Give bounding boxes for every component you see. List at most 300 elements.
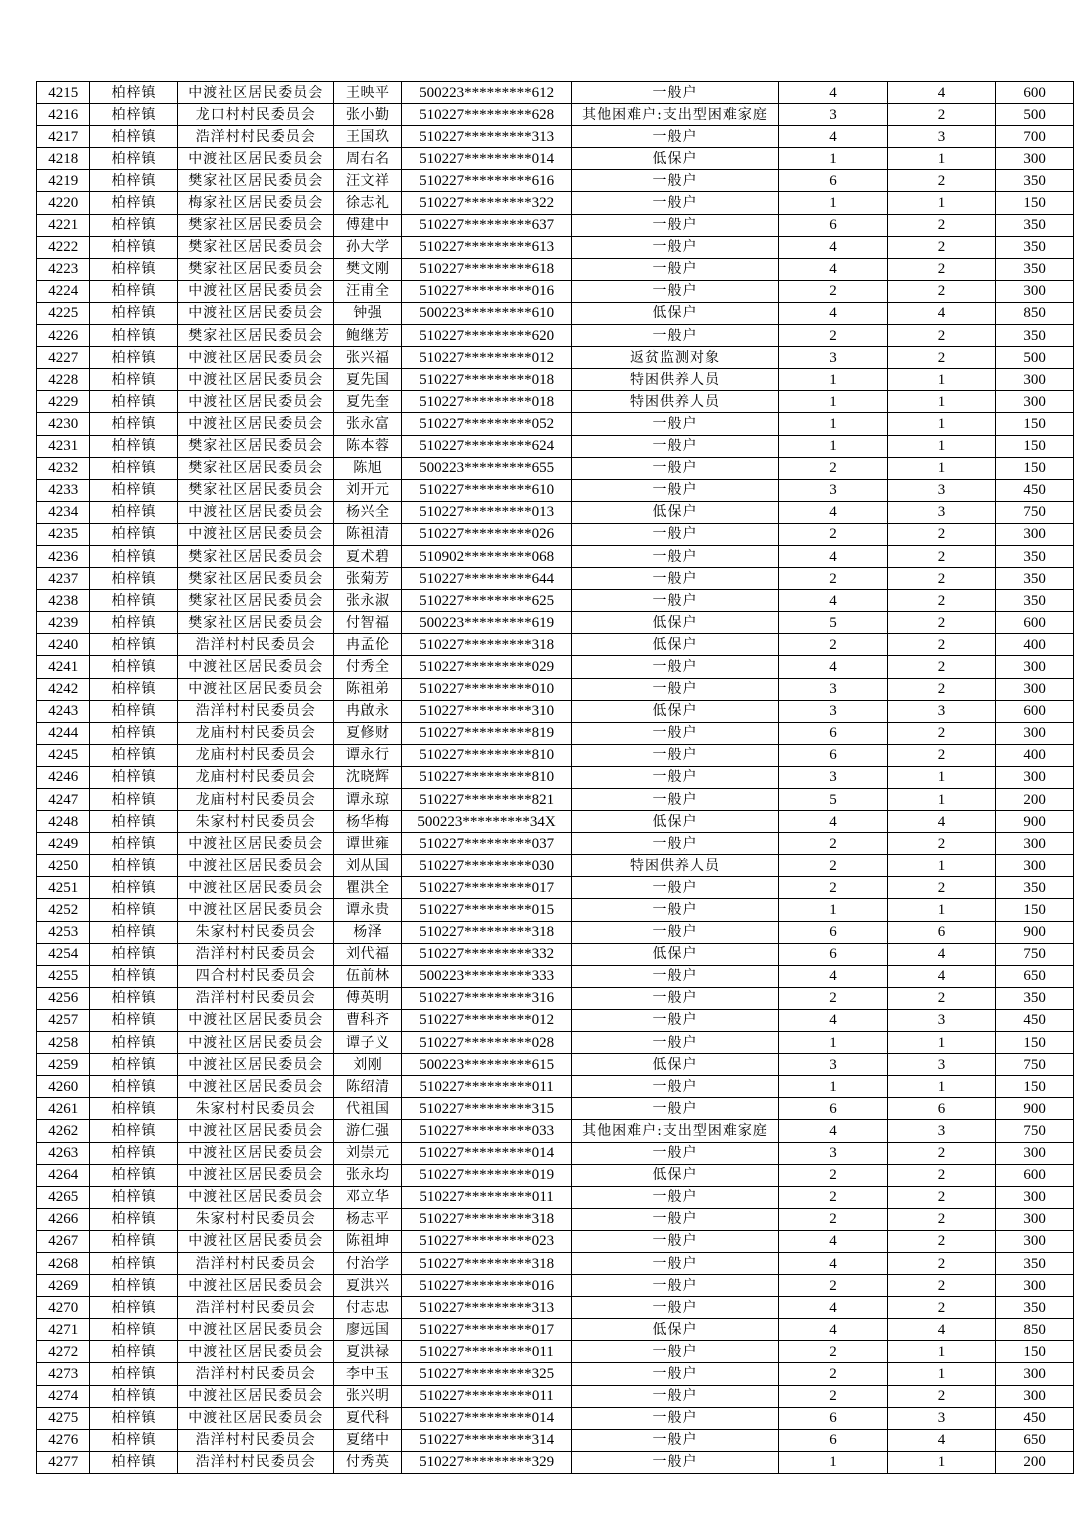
name-cell: 傅英明: [334, 987, 402, 1009]
table-row: [37, 479, 1074, 501]
category-cell: 一般户: [571, 1363, 779, 1385]
household-table: [36, 81, 1074, 1474]
id-cell: 510227*********624: [402, 435, 571, 457]
committee-cell: 樊家社区居民委员会: [178, 325, 334, 347]
name-cell: 杨志平: [334, 1208, 402, 1230]
covered-count-cell: 4: [887, 1319, 996, 1341]
household-size-cell: 6: [779, 943, 888, 965]
covered-count-cell: 2: [887, 280, 996, 302]
household-size-cell: 4: [779, 656, 888, 678]
table-row: [37, 391, 1074, 413]
committee-cell: 浩洋村村民委员会: [178, 943, 334, 965]
amount-cell: 350: [996, 1297, 1074, 1319]
town-cell: 柏梓镇: [90, 568, 178, 590]
household-size-cell: 3: [779, 1142, 888, 1164]
covered-count-cell: 3: [887, 1009, 996, 1031]
id-cell: 510227*********315: [402, 1098, 571, 1120]
committee-cell: 中渡社区居民委员会: [178, 1009, 334, 1031]
id-cell: 510227*********322: [402, 192, 571, 214]
name-cell: 谭子义: [334, 1032, 402, 1054]
seq-cell: 4260: [37, 1076, 90, 1098]
table-row: [37, 1319, 1074, 1341]
household-size-cell: 4: [779, 1319, 888, 1341]
committee-cell: 中渡社区居民委员会: [178, 1186, 334, 1208]
committee-cell: 朱家村村民委员会: [178, 1098, 334, 1120]
amount-cell: 350: [996, 236, 1074, 258]
id-cell: 510902*********068: [402, 545, 571, 567]
category-cell: 一般户: [571, 523, 779, 545]
id-cell: 510227*********029: [402, 656, 571, 678]
household-size-cell: 4: [779, 82, 888, 104]
seq-cell: 4265: [37, 1186, 90, 1208]
table-row: [37, 1341, 1074, 1363]
household-size-cell: 2: [779, 877, 888, 899]
category-cell: 一般户: [571, 1297, 779, 1319]
town-cell: 柏梓镇: [90, 1032, 178, 1054]
committee-cell: 樊家社区居民委员会: [178, 236, 334, 258]
category-cell: 特困供养人员: [571, 369, 779, 391]
seq-cell: 4216: [37, 104, 90, 126]
amount-cell: 500: [996, 347, 1074, 369]
amount-cell: 350: [996, 325, 1074, 347]
name-cell: 陈旭: [334, 457, 402, 479]
amount-cell: 350: [996, 877, 1074, 899]
committee-cell: 龙庙村村民委员会: [178, 789, 334, 811]
town-cell: 柏梓镇: [90, 435, 178, 457]
category-cell: 一般户: [571, 744, 779, 766]
committee-cell: 樊家社区居民委员会: [178, 170, 334, 192]
id-cell: 510227*********318: [402, 1208, 571, 1230]
town-cell: 柏梓镇: [90, 722, 178, 744]
category-cell: 一般户: [571, 1341, 779, 1363]
table-row: [37, 943, 1074, 965]
id-cell: 510227*********610: [402, 479, 571, 501]
town-cell: 柏梓镇: [90, 1120, 178, 1142]
household-size-cell: 2: [779, 1186, 888, 1208]
id-cell: 510227*********013: [402, 501, 571, 523]
table-row: [37, 1054, 1074, 1076]
table-row: [37, 501, 1074, 523]
name-cell: 付治学: [334, 1252, 402, 1274]
town-cell: 柏梓镇: [90, 369, 178, 391]
town-cell: 柏梓镇: [90, 391, 178, 413]
amount-cell: 300: [996, 391, 1074, 413]
town-cell: 柏梓镇: [90, 1098, 178, 1120]
town-cell: 柏梓镇: [90, 833, 178, 855]
covered-count-cell: 1: [887, 1363, 996, 1385]
table-row: [37, 1297, 1074, 1319]
table-row: [37, 82, 1074, 104]
name-cell: 夏先国: [334, 369, 402, 391]
category-cell: 一般户: [571, 545, 779, 567]
category-cell: 一般户: [571, 833, 779, 855]
committee-cell: 朱家村村民委员会: [178, 811, 334, 833]
covered-count-cell: 1: [887, 435, 996, 457]
household-size-cell: 5: [779, 789, 888, 811]
town-cell: 柏梓镇: [90, 1385, 178, 1407]
household-size-cell: 6: [779, 744, 888, 766]
amount-cell: 350: [996, 568, 1074, 590]
amount-cell: 300: [996, 766, 1074, 788]
seq-cell: 4270: [37, 1297, 90, 1319]
amount-cell: 650: [996, 965, 1074, 987]
table-row: [37, 1407, 1074, 1429]
id-cell: 510227*********014: [402, 1407, 571, 1429]
seq-cell: 4221: [37, 214, 90, 236]
seq-cell: 4227: [37, 347, 90, 369]
household-size-cell: 3: [779, 479, 888, 501]
town-cell: 柏梓镇: [90, 214, 178, 236]
covered-count-cell: 1: [887, 1076, 996, 1098]
table-row: [37, 811, 1074, 833]
table-row: [37, 700, 1074, 722]
category-cell: 一般户: [571, 766, 779, 788]
table-row: [37, 280, 1074, 302]
name-cell: 汪甫全: [334, 280, 402, 302]
town-cell: 柏梓镇: [90, 258, 178, 280]
amount-cell: 850: [996, 302, 1074, 324]
name-cell: 夏洪禄: [334, 1341, 402, 1363]
category-cell: 其他困难户:支出型困难家庭: [571, 1120, 779, 1142]
name-cell: 傅建中: [334, 214, 402, 236]
id-cell: 510227*********332: [402, 943, 571, 965]
category-cell: 一般户: [571, 479, 779, 501]
seq-cell: 4247: [37, 789, 90, 811]
town-cell: 柏梓镇: [90, 700, 178, 722]
covered-count-cell: 4: [887, 943, 996, 965]
seq-cell: 4224: [37, 280, 90, 302]
seq-cell: 4248: [37, 811, 90, 833]
name-cell: 沈晓辉: [334, 766, 402, 788]
town-cell: 柏梓镇: [90, 126, 178, 148]
category-cell: 低保户: [571, 700, 779, 722]
seq-cell: 4246: [37, 766, 90, 788]
household-size-cell: 2: [779, 1275, 888, 1297]
seq-cell: 4243: [37, 700, 90, 722]
category-cell: 低保户: [571, 1054, 779, 1076]
table-row: [37, 523, 1074, 545]
covered-count-cell: 3: [887, 1407, 996, 1429]
amount-cell: 300: [996, 656, 1074, 678]
committee-cell: 樊家社区居民委员会: [178, 479, 334, 501]
table-row: [37, 1164, 1074, 1186]
amount-cell: 750: [996, 1054, 1074, 1076]
household-size-cell: 2: [779, 1385, 888, 1407]
amount-cell: 300: [996, 148, 1074, 170]
table-row: [37, 1208, 1074, 1230]
amount-cell: 300: [996, 833, 1074, 855]
id-cell: 510227*********052: [402, 413, 571, 435]
household-size-cell: 2: [779, 1341, 888, 1363]
household-size-cell: 4: [779, 1297, 888, 1319]
town-cell: 柏梓镇: [90, 479, 178, 501]
amount-cell: 300: [996, 523, 1074, 545]
id-cell: 510227*********644: [402, 568, 571, 590]
committee-cell: 中渡社区居民委员会: [178, 1164, 334, 1186]
covered-count-cell: 1: [887, 369, 996, 391]
id-cell: 510227*********628: [402, 104, 571, 126]
committee-cell: 浩洋村村民委员会: [178, 700, 334, 722]
name-cell: 陈祖坤: [334, 1230, 402, 1252]
household-size-cell: 4: [779, 590, 888, 612]
name-cell: 张永均: [334, 1164, 402, 1186]
seq-cell: 4269: [37, 1275, 90, 1297]
covered-count-cell: 2: [887, 1252, 996, 1274]
name-cell: 刘从国: [334, 855, 402, 877]
household-size-cell: 1: [779, 192, 888, 214]
id-cell: 510227*********030: [402, 855, 571, 877]
table-row: [37, 1230, 1074, 1252]
seq-cell: 4276: [37, 1429, 90, 1451]
seq-cell: 4263: [37, 1142, 90, 1164]
committee-cell: 中渡社区居民委员会: [178, 1230, 334, 1252]
household-size-cell: 2: [779, 855, 888, 877]
amount-cell: 650: [996, 1429, 1074, 1451]
seq-cell: 4259: [37, 1054, 90, 1076]
category-cell: 一般户: [571, 126, 779, 148]
table-row: [37, 1032, 1074, 1054]
amount-cell: 600: [996, 82, 1074, 104]
category-cell: 低保户: [571, 501, 779, 523]
category-cell: 一般户: [571, 457, 779, 479]
name-cell: 周右名: [334, 148, 402, 170]
category-cell: 一般户: [571, 965, 779, 987]
town-cell: 柏梓镇: [90, 1186, 178, 1208]
table-row: [37, 214, 1074, 236]
household-size-cell: 2: [779, 325, 888, 347]
category-cell: 一般户: [571, 722, 779, 744]
household-size-cell: 4: [779, 811, 888, 833]
seq-cell: 4273: [37, 1363, 90, 1385]
table-row: [37, 833, 1074, 855]
household-size-cell: 2: [779, 568, 888, 590]
covered-count-cell: 2: [887, 1385, 996, 1407]
seq-cell: 4237: [37, 568, 90, 590]
town-cell: 柏梓镇: [90, 1164, 178, 1186]
name-cell: 刘刚: [334, 1054, 402, 1076]
committee-cell: 梅家社区居民委员会: [178, 192, 334, 214]
id-cell: 510227*********026: [402, 523, 571, 545]
id-cell: 510227*********637: [402, 214, 571, 236]
amount-cell: 200: [996, 789, 1074, 811]
id-cell: 510227*********329: [402, 1451, 571, 1473]
id-cell: 510227*********810: [402, 744, 571, 766]
name-cell: 陈绍清: [334, 1076, 402, 1098]
amount-cell: 350: [996, 987, 1074, 1009]
table-row: [37, 965, 1074, 987]
town-cell: 柏梓镇: [90, 1208, 178, 1230]
amount-cell: 850: [996, 1319, 1074, 1341]
covered-count-cell: 2: [887, 545, 996, 567]
amount-cell: 750: [996, 1120, 1074, 1142]
household-size-cell: 1: [779, 1451, 888, 1473]
table-row: [37, 656, 1074, 678]
town-cell: 柏梓镇: [90, 82, 178, 104]
name-cell: 夏代科: [334, 1407, 402, 1429]
household-size-cell: 5: [779, 612, 888, 634]
id-cell: 510227*********821: [402, 789, 571, 811]
amount-cell: 300: [996, 678, 1074, 700]
covered-count-cell: 2: [887, 104, 996, 126]
category-cell: 一般户: [571, 435, 779, 457]
seq-cell: 4233: [37, 479, 90, 501]
covered-count-cell: 3: [887, 1120, 996, 1142]
category-cell: 一般户: [571, 987, 779, 1009]
table-row: [37, 1363, 1074, 1385]
table-row: [37, 590, 1074, 612]
seq-cell: 4245: [37, 744, 90, 766]
name-cell: 夏先奎: [334, 391, 402, 413]
table-row: [37, 1186, 1074, 1208]
town-cell: 柏梓镇: [90, 899, 178, 921]
table-row: [37, 921, 1074, 943]
id-cell: 500223*********34X: [402, 811, 571, 833]
category-cell: 一般户: [571, 1076, 779, 1098]
town-cell: 柏梓镇: [90, 1275, 178, 1297]
amount-cell: 300: [996, 722, 1074, 744]
name-cell: 陈祖弟: [334, 678, 402, 700]
covered-count-cell: 3: [887, 501, 996, 523]
id-cell: 510227*********316: [402, 987, 571, 1009]
committee-cell: 中渡社区居民委员会: [178, 1341, 334, 1363]
id-cell: 510227*********310: [402, 700, 571, 722]
town-cell: 柏梓镇: [90, 1407, 178, 1429]
table-row: [37, 877, 1074, 899]
name-cell: 樊文刚: [334, 258, 402, 280]
town-cell: 柏梓镇: [90, 1230, 178, 1252]
seq-cell: 4251: [37, 877, 90, 899]
covered-count-cell: 1: [887, 1451, 996, 1473]
name-cell: 夏绪中: [334, 1429, 402, 1451]
covered-count-cell: 2: [887, 656, 996, 678]
category-cell: 返贫监测对象: [571, 347, 779, 369]
category-cell: 一般户: [571, 678, 779, 700]
category-cell: 一般户: [571, 1186, 779, 1208]
amount-cell: 350: [996, 1252, 1074, 1274]
table-row: [37, 413, 1074, 435]
household-size-cell: 4: [779, 545, 888, 567]
name-cell: 张兴福: [334, 347, 402, 369]
category-cell: 低保户: [571, 634, 779, 656]
committee-cell: 中渡社区居民委员会: [178, 523, 334, 545]
covered-count-cell: 2: [887, 833, 996, 855]
town-cell: 柏梓镇: [90, 789, 178, 811]
covered-count-cell: 2: [887, 1164, 996, 1186]
id-cell: 500223*********619: [402, 612, 571, 634]
id-cell: 510227*********314: [402, 1429, 571, 1451]
category-cell: 低保户: [571, 148, 779, 170]
table-row: [37, 148, 1074, 170]
category-cell: 一般户: [571, 258, 779, 280]
household-size-cell: 3: [779, 104, 888, 126]
name-cell: 夏洪兴: [334, 1275, 402, 1297]
covered-count-cell: 4: [887, 82, 996, 104]
household-size-cell: 1: [779, 391, 888, 413]
id-cell: 510227*********037: [402, 833, 571, 855]
amount-cell: 300: [996, 1208, 1074, 1230]
household-size-cell: 6: [779, 1429, 888, 1451]
covered-count-cell: 4: [887, 1429, 996, 1451]
id-cell: 510227*********620: [402, 325, 571, 347]
amount-cell: 450: [996, 479, 1074, 501]
covered-count-cell: 3: [887, 700, 996, 722]
covered-count-cell: 2: [887, 1275, 996, 1297]
covered-count-cell: 2: [887, 170, 996, 192]
household-size-cell: 2: [779, 634, 888, 656]
category-cell: 一般户: [571, 1009, 779, 1031]
amount-cell: 700: [996, 126, 1074, 148]
id-cell: 510227*********313: [402, 1297, 571, 1319]
name-cell: 杨华梅: [334, 811, 402, 833]
household-size-cell: 4: [779, 1230, 888, 1252]
household-size-cell: 2: [779, 523, 888, 545]
committee-cell: 龙庙村村民委员会: [178, 766, 334, 788]
amount-cell: 150: [996, 457, 1074, 479]
town-cell: 柏梓镇: [90, 744, 178, 766]
seq-cell: 4262: [37, 1120, 90, 1142]
household-size-cell: 4: [779, 1120, 888, 1142]
id-cell: 510227*********011: [402, 1076, 571, 1098]
id-cell: 500223*********655: [402, 457, 571, 479]
id-cell: 510227*********819: [402, 722, 571, 744]
town-cell: 柏梓镇: [90, 501, 178, 523]
committee-cell: 中渡社区居民委员会: [178, 413, 334, 435]
seq-cell: 4241: [37, 656, 90, 678]
table-row: [37, 678, 1074, 700]
category-cell: 特困供养人员: [571, 855, 779, 877]
committee-cell: 浩洋村村民委员会: [178, 1252, 334, 1274]
seq-cell: 4232: [37, 457, 90, 479]
committee-cell: 樊家社区居民委员会: [178, 214, 334, 236]
id-cell: 500223*********612: [402, 82, 571, 104]
town-cell: 柏梓镇: [90, 170, 178, 192]
covered-count-cell: 4: [887, 302, 996, 324]
covered-count-cell: 2: [887, 744, 996, 766]
covered-count-cell: 2: [887, 612, 996, 634]
household-size-cell: 3: [779, 700, 888, 722]
town-cell: 柏梓镇: [90, 1429, 178, 1451]
covered-count-cell: 3: [887, 479, 996, 501]
household-size-cell: 4: [779, 965, 888, 987]
committee-cell: 浩洋村村民委员会: [178, 1297, 334, 1319]
covered-count-cell: 1: [887, 391, 996, 413]
committee-cell: 樊家社区居民委员会: [178, 612, 334, 634]
name-cell: 夏修财: [334, 722, 402, 744]
seq-cell: 4225: [37, 302, 90, 324]
household-size-cell: 1: [779, 435, 888, 457]
committee-cell: 中渡社区居民委员会: [178, 148, 334, 170]
town-cell: 柏梓镇: [90, 1009, 178, 1031]
committee-cell: 朱家村村民委员会: [178, 921, 334, 943]
name-cell: 王国玖: [334, 126, 402, 148]
name-cell: 鲍继芳: [334, 325, 402, 347]
category-cell: 一般户: [571, 280, 779, 302]
seq-cell: 4223: [37, 258, 90, 280]
seq-cell: 4255: [37, 965, 90, 987]
category-cell: 一般户: [571, 236, 779, 258]
amount-cell: 150: [996, 1076, 1074, 1098]
id-cell: 510227*********318: [402, 1252, 571, 1274]
household-size-cell: 3: [779, 1054, 888, 1076]
covered-count-cell: 2: [887, 236, 996, 258]
household-size-cell: 1: [779, 1032, 888, 1054]
category-cell: 一般户: [571, 590, 779, 612]
table-row: [37, 1076, 1074, 1098]
name-cell: 代祖国: [334, 1098, 402, 1120]
table-row: [37, 612, 1074, 634]
amount-cell: 900: [996, 921, 1074, 943]
name-cell: 王映平: [334, 82, 402, 104]
